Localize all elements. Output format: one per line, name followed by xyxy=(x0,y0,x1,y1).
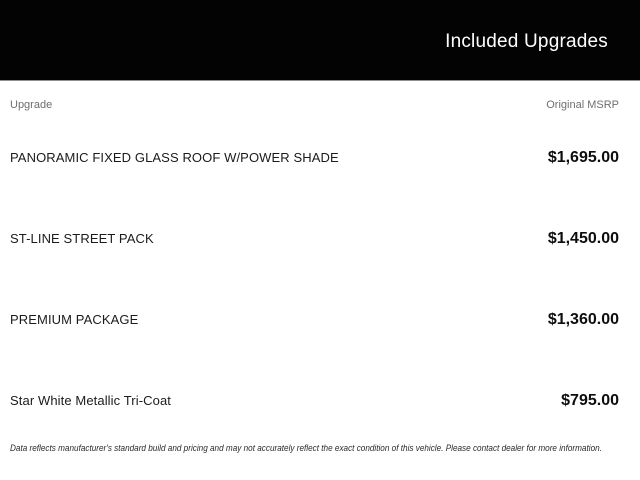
table-row xyxy=(0,198,640,279)
disclaimer-text: Data reflects manufacturer's standard build and pricing and may not accurately reflect the exact condition of this vehicle. Please contact dealer for more information. xyxy=(10,443,602,454)
column-header-msrp: Original MSRP xyxy=(546,99,619,111)
column-header-upgrade: Upgrade xyxy=(10,99,53,111)
table-row xyxy=(0,117,640,198)
upgrades-table xyxy=(0,117,640,441)
upgrade-price: $795.00 xyxy=(561,391,619,409)
upgrade-price: $1,450.00 xyxy=(547,229,619,247)
table-column-headers xyxy=(0,81,640,117)
table-row xyxy=(0,360,640,441)
table-row xyxy=(0,279,640,360)
upgrade-name: PANORAMIC FIXED GLASS ROOF W/POWER SHADE xyxy=(10,150,339,165)
upgrade-name: PREMIUM PACKAGE xyxy=(10,312,139,327)
upgrade-name: ST-LINE STREET PACK xyxy=(10,231,154,246)
page-title: Included Upgrades xyxy=(445,31,608,52)
upgrade-name: Star White Metallic Tri-Coat xyxy=(10,393,172,408)
disclaimer-footer xyxy=(0,443,640,454)
upgrade-price: $1,695.00 xyxy=(547,148,619,166)
upgrade-price: $1,360.00 xyxy=(547,310,619,328)
panel-header xyxy=(0,0,640,81)
